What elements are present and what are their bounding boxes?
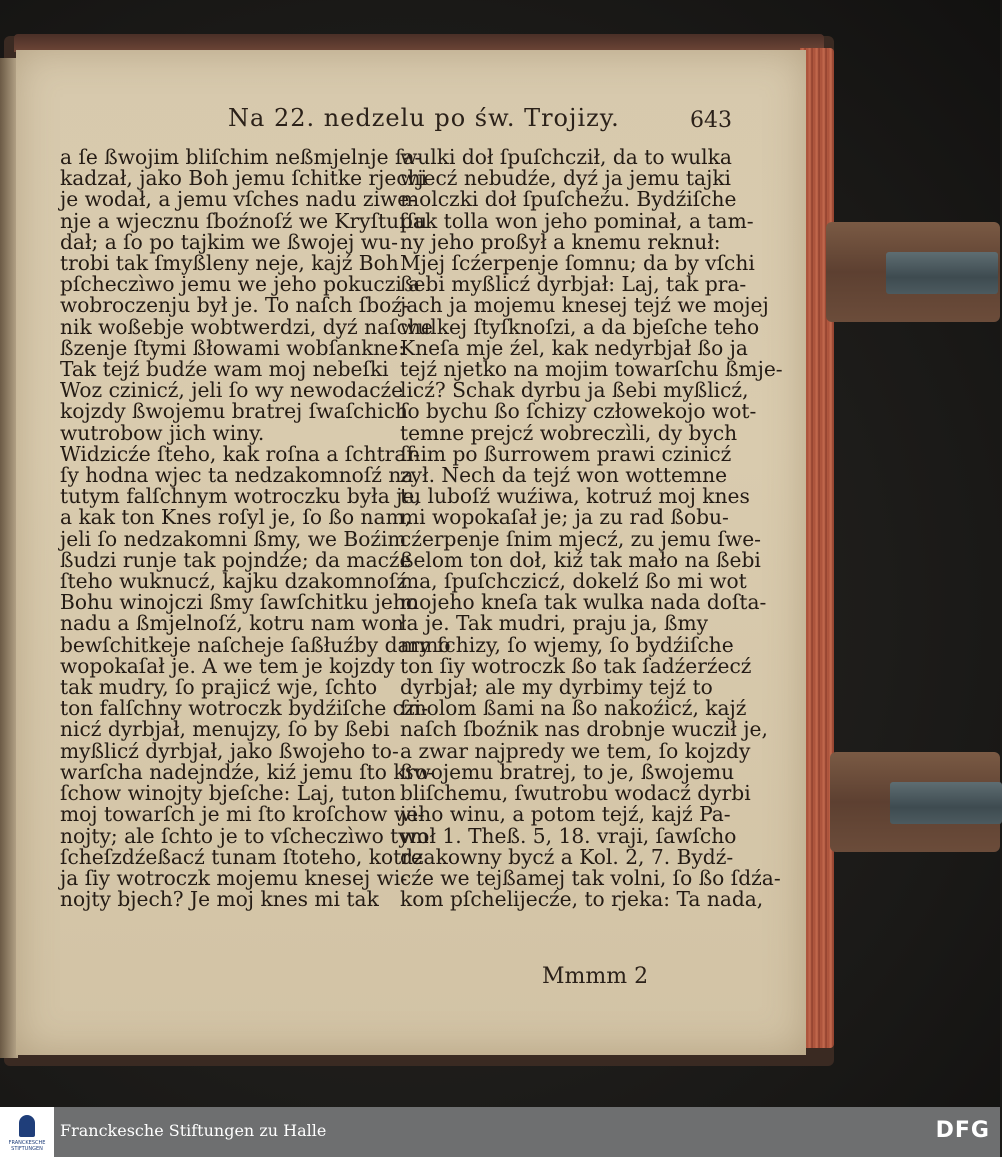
text-line: mi wopokaſał je; ja zu rad ßobu-	[400, 505, 729, 530]
viewer-footer	[0, 1107, 1000, 1157]
text-line: ſteho wuknucź, kajku dzakomnoſź	[60, 569, 407, 594]
text-line: pak tolla won jeho pominał, a tam-	[400, 208, 754, 233]
text-line: ma, ſpuſchczicź, dokelź ßo mi wot	[400, 569, 747, 594]
page-number: 643	[690, 108, 732, 133]
text-line: bewſchitkeje naſcheje ſaßłuźby darmo	[60, 632, 451, 657]
text-line: a kak ton Knes roſyl je, ſo ßo nam,	[60, 505, 412, 530]
text-line: tak mudry, ſo prajicź wje, ſchto	[60, 675, 378, 700]
text-line: myßlicź dyrbjał, jako ßwojeho to-	[60, 738, 399, 763]
upper-clasp-metal	[886, 252, 998, 294]
logo-text-line1: FRANCKESCHE	[8, 1140, 46, 1146]
dfg-logo[interactable]: DFG	[935, 1118, 990, 1143]
text-line: molczki doł ſpuſcheźu. Bydźiſche	[400, 187, 737, 212]
running-head: Na 22. nedzelu po św. Trojizy.	[228, 104, 620, 132]
text-line: wulki doł ſpuſchcził, da to wulka	[400, 145, 732, 169]
text-line: nojty bjech? Je moj knes mi tak	[60, 887, 379, 912]
text-line: dał; a ſo po tajkim we ßwojej wu-	[60, 229, 398, 254]
text-line: tutym falſchnym wotroczku była je,	[60, 484, 421, 509]
text-line: ſy hodna wjec ta nedzakomnoſź na	[60, 463, 414, 488]
text-line: kom pſchelijecźe, to rjeka: Ta nada,	[400, 887, 764, 912]
logo-text-line2: STIFTUNGEN	[11, 1146, 43, 1152]
text-line: mojeho kneſa tak wulka nada doſta-	[400, 590, 767, 615]
text-line: jeli ſo nedzakomni ßmy, we Boźim	[60, 526, 407, 551]
text-line: ton falſchny wotroczk bydźiſche czi-	[60, 696, 428, 721]
text-line: ßelom ton doł, kiź tak mało na ßebi	[400, 547, 761, 572]
text-line: Kneſa mje źel, kak nedyrbjał ßo ja	[400, 335, 748, 360]
text-line: wulkej ſtyſknoſzi, a da bjeſche teho	[400, 314, 760, 339]
text-line: moj towarſch je mi ſto kroſchow wi-	[60, 802, 425, 827]
text-line: dzakowny bycź a Kol. 2, 7. Bydź-	[400, 844, 734, 869]
text-line: ßzenje ſtymi ßłowami wobſankne:	[60, 335, 406, 360]
logo-emblem-icon	[19, 1115, 35, 1137]
text-line: jach ja mojemu knesej tejź we mojej	[400, 293, 769, 318]
text-line: a zwar najpredy we tem, ſo kojzdy	[400, 738, 751, 763]
upper-clasp	[826, 222, 1000, 322]
text-line: warſcha nadejndźe, kiź jemu ſto kro-	[60, 759, 435, 784]
text-line: je wodał, a jemu vſches nadu ziwe-	[60, 187, 417, 212]
text-line: ßudzi runje tak pojndźe; da macźe	[60, 547, 412, 572]
text-line: cźerpenje ſnim mjecź, zu jemu ſwe-	[400, 526, 761, 551]
text-line: jeho winu, a potom tejź, kajź Pa-	[400, 802, 731, 827]
text-line: licź? Schak dyrbu ja ßebi myßlicź,	[400, 378, 749, 403]
text-line: tejź njetko na mojim towarſchu ßmje-	[400, 357, 783, 382]
text-line: temne prejcź wobreczìli, dy bych	[400, 420, 738, 445]
text-line: nje a wjecznu ſboźnoſź we Kryſtuſſu	[60, 208, 428, 233]
text-column-left	[60, 145, 451, 912]
text-line: trobi tak ſmyßleny neje, kajź Boh	[60, 251, 399, 276]
institution-logo[interactable]	[0, 1107, 54, 1157]
text-line: Tak tejź budźe wam moj nebeſki	[60, 357, 389, 382]
text-line: pſcheczìwo jemu we jeho pokuczi a	[60, 272, 421, 297]
text-line: Mjej ſcźerpenje ſomnu; da by vſchi	[400, 251, 755, 276]
text-line: ſnim po ßurrowem prawi czinicź	[400, 441, 732, 466]
text-line: kojzdy ßwojemu bratrej ſwaſchich	[60, 399, 409, 424]
text-line: ßebi myßlicź dyrbjał: Laj, tak pra-	[400, 272, 747, 297]
text-line: zył. Nech da tejź won wottemne	[400, 463, 728, 488]
text-line: my ſchizy, ſo wjemy, ſo bydźiſche	[400, 632, 734, 657]
signature-mark: Mmmm 2	[542, 964, 649, 989]
text-line: nadu a ßmjelnoſź, kotru nam won	[60, 611, 404, 636]
text-line: Widzicźe ſteho, kak roſna a ſchtraf-	[60, 441, 420, 466]
text-line: naſch ſboźnik nas drobnje wucził je,	[400, 717, 768, 742]
text-line: ſcheſzdźeßacź tunam ſtoteho, kotre	[60, 844, 423, 869]
text-line: ßwojemu bratrej, to je, ßwojemu	[400, 759, 735, 784]
text-line: ła je. Tak mudri, praju ja, ßmy	[400, 611, 709, 636]
text-line: ſmolom ßami na ßo nakoźicź, kajź	[400, 696, 747, 721]
text-line: wopokaſał je. A we tem je kojzdy	[60, 653, 395, 678]
text-line: a ſe ßwojim bliſchim neßmjelnje ſa-	[60, 145, 422, 169]
text-line: kadzał, jako Boh jemu ſchitke rjechi	[60, 166, 428, 191]
text-line: wjecź nebudźe, dyź ja jemu tajki	[400, 166, 732, 191]
text-line: nik woßebje wobtwerdzi, dyź naſche	[60, 314, 433, 339]
lower-clasp-metal	[890, 782, 1002, 824]
text-line: cźe we tejßamej tak volni, ſo ßo ſdźa-	[400, 865, 781, 890]
text-line: ſchow winojty bjeſche: Laj, tuton	[60, 781, 396, 806]
lower-clasp	[830, 752, 1000, 852]
text-line: nojty; ale ſchto je to vſcheczìwo tym	[60, 823, 429, 848]
text-line: tu luboſź wuźiwa, kotruź moj knes	[400, 484, 750, 509]
text-line: ſo bychu ßo ſchizy człowekojo wot-	[400, 399, 757, 424]
text-line: wutrobow jich winy.	[60, 420, 265, 445]
text-line: woł 1. Theß. 5, 18. vraji, ſawſcho	[400, 823, 737, 848]
text-line: Woz czinicź, jeli ſo wy newodacźe	[60, 378, 404, 403]
text-line: bliſchemu, ſwutrobu wodacź dyrbi	[400, 781, 751, 806]
text-column-right	[400, 145, 783, 912]
text-line: ton ſiy wotroczk ßo tak ſadźerźecź	[400, 653, 752, 678]
text-line: nicź dyrbjał, menujzy, ſo by ßebi	[60, 717, 390, 742]
text-line: wobroczenju był je. To naſch ſboź-	[60, 293, 409, 318]
text-line: ja ſiy wotroczk mojemu knesej wi-	[60, 865, 408, 890]
institution-name-link[interactable]: Franckesche Stiftungen zu Halle	[60, 1121, 327, 1140]
text-line: ny jeho proßył a knemu reknuł:	[400, 229, 721, 254]
text-line: Bohu winojczi ßmy ſawſchitku jeho	[60, 590, 418, 615]
text-line: dyrbjał; ale my dyrbimy tejź to	[400, 675, 713, 700]
